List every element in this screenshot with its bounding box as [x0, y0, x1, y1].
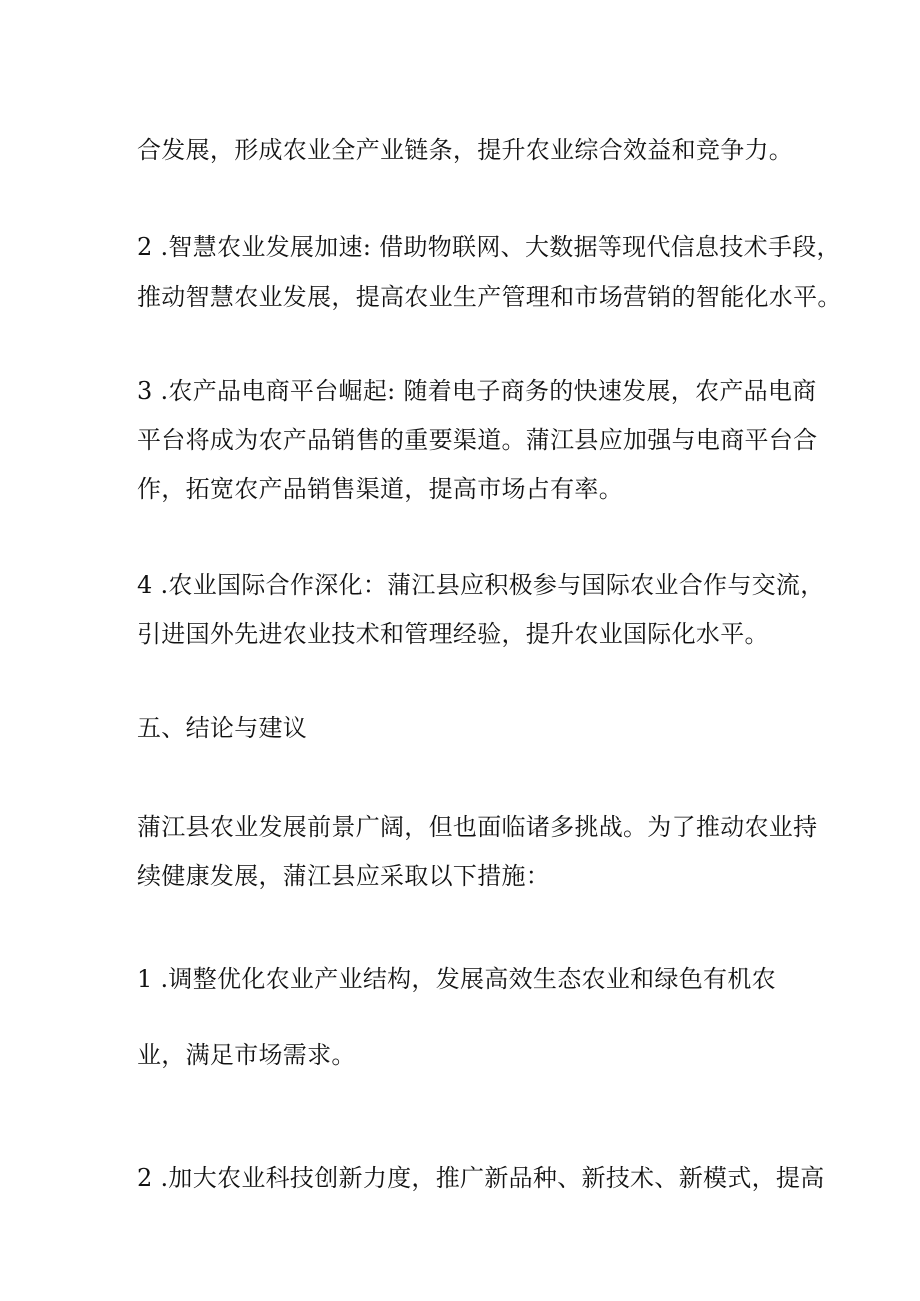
list-item-line: 作，拓宽农产品销售渠道，提高市场占有率。: [137, 475, 623, 503]
list-item-line: 4 .农业国际合作深化：蒲江县应积极参与国际农业合作与交流，: [137, 571, 825, 599]
list-item-line: 推动智慧农业发展，提高农业生产管理和市场营销的智能化水平。: [137, 283, 842, 311]
list-item-line: 3 .农产品电商平台崛起: 随着电子商务的快速发展，农产品电商: [137, 377, 817, 405]
list-item-line: 平台将成为农产品销售的重要渠道。蒲江县应加强与电商平台合: [137, 426, 818, 454]
section-heading: 五、结论与建议: [137, 714, 308, 742]
list-item-line: 1 .调整优化农业产业结构，发展高效生态农业和绿色有机农: [137, 965, 776, 993]
paragraph-line: 合发展，形成农业全产业链条，提升农业综合效益和竞争力。: [137, 136, 794, 164]
list-item-line: 业，满足市场需求。: [137, 1041, 356, 1069]
list-item-line: 2 .加大农业科技创新力度，推广新品种、新技术、新模式，提高: [137, 1164, 825, 1192]
list-item-line: 2 .智慧农业发展加速: 借助物联网、大数据等现代信息技术手段，: [137, 233, 841, 261]
paragraph-line: 续健康发展，蒲江县应采取以下措施：: [137, 862, 551, 890]
list-item-line: 引进国外先进农业技术和管理经验，提升农业国际化水平。: [137, 620, 769, 648]
paragraph-line: 蒲江县农业发展前景广阔，但也面临诸多挑战。为了推动农业持: [137, 813, 818, 841]
